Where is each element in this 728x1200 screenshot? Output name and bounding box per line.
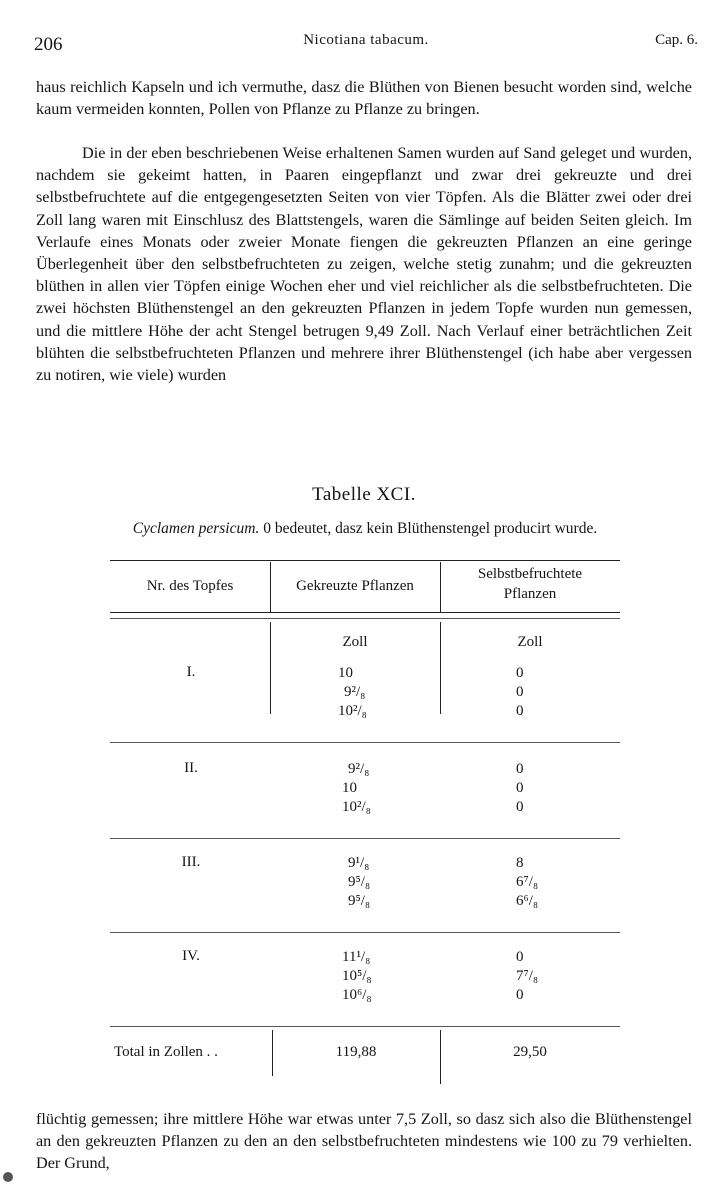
value-cell: 9²/₈ [348,761,370,777]
table-caption [60,520,670,538]
caption-text: 0 bedeutet, dasz kein Blüthenstengel producirt wurde. [259,520,598,537]
running-title: Nicotiana tabacum. [303,32,429,48]
value-cell: 0 [516,949,524,965]
group-rule [110,742,620,743]
total-rule [110,1026,620,1027]
value-cell: 11¹/₈ [342,949,371,965]
value-cell: 0 [516,780,524,796]
running-header [34,32,698,56]
table-top-rule [110,560,620,561]
value-cell: 6⁷/₈ [516,874,539,890]
group-rule [110,838,620,839]
value-cell: 7⁷/₈ [516,968,539,984]
value-cell: 0 [516,665,524,681]
total-self: 29,50 [513,1044,547,1060]
self-values [516,854,538,911]
data-table [110,556,620,1086]
value-cell: 9¹/₈ [348,855,370,871]
header-self [440,564,620,604]
value-cell: 9⁵/₈ [348,893,371,909]
pot-label: III. [181,854,201,870]
chapter-label: Cap. 6. [655,32,698,48]
value-cell: 0 [516,761,524,777]
value-cell: 10²/₈ [342,799,371,815]
value-cell: 10⁵/₈ [342,968,372,984]
paragraph-main: Die in der eben beschriebenen Weise erhaltenen Samen wurden auf Sand geleget und wurden, nachdem sie gekeimt hatten, in Paaren eingepflanzt und zwar drei gekreuzte und drei selbstbefruchtete auf die entgegengesetzten Seiten von vier Töpfen. Als die Blätter zwei oder drei Zoll lang waren mit Einschlusz des Blattstengels, waren die Sämlinge auf beiden Seiten gleich. Im Verlaufe eines Monats oder zweier Monate fiengen die gekreuzten Pflanzen an eine geringe Überlegenheit über den selbstbefruchteten zu zeigen, welche stetig zunahm; und die gekreuzten blüthen in allen vier Töpfen einige Wochen eher und viel reichlicher als die selbstbefruchteten. Die zwei höchsten Blüthenstengel an den gekreuzten Pflanzen in jedem Topfe wurden nun gemessen, und die mittlere Höhe der acht Stengel betrugen 9,49 Zoll. Nach Verlauf einer beträchtlichen Zeit blühten die selbstbefruchteten Pflanzen und mehrere ihrer Blüthenstengel (ich habe aber vergessen zu notiren, wie viele) wurden [36,144,692,385]
crossed-values [342,948,372,1005]
self-values [516,760,524,817]
pot-label: II. [184,760,198,776]
total-crossed: 119,88 [335,1044,377,1060]
header-self-line1: Selbstbefruchtete [477,566,583,582]
unit-crossed: Zoll [342,634,368,650]
table-header-rule [110,612,620,613]
pot-label: I. [186,664,196,680]
crossed-values [342,760,371,817]
value-cell: 9²/₈ [344,684,366,700]
header-self-line2: Pflanzen [503,586,557,602]
self-values [516,664,524,721]
self-values [516,948,538,1005]
value-cell: 0 [516,987,524,1003]
caption-species: Cyclamen persicum. [132,520,260,537]
value-cell: 0 [516,799,524,815]
value-cell: 9⁵/₈ [348,874,371,890]
pot-label: IV. [182,948,200,964]
total-label: Total in Zollen . . [114,1044,218,1060]
crossed-values [338,664,367,721]
value-cell: 0 [516,684,524,700]
value-cell: 6⁶/₈ [516,893,539,909]
crossed-values [348,854,370,911]
group-rule [110,932,620,933]
value-cell: 8 [516,855,524,871]
paragraph-after-table: flüchtig gemessen; ihre mittlere Höhe war etwas unter 7,5 Zoll, so dasz sich also die Blüthenstengel an den gekreuzten Pflanzen zu den an den selbstbefruchteten mindestens wie 100 zu 79 verhielten. Der Grund, [36,1110,692,1173]
value-cell: 0 [516,703,524,719]
table-header-rule-second [110,618,620,619]
table-title: Tabelle XCI. [312,484,416,505]
value-cell: 10 [338,665,353,681]
header-crossed: Gekreuzte Pflanzen [296,578,414,594]
unit-self: Zoll [517,634,543,650]
header-pot: Nr. des Topfes [146,578,234,594]
value-cell: 10²/₈ [338,703,367,719]
paragraph-continuation: haus reichlich Kapseln und ich vermuthe, dasz die Blüthen von Bienen besucht worden sind, welche kaum vermeiden konnten, Pollen von Pflanze zu Pflanze zu bringen. [36,78,692,119]
page-mark [3,1172,13,1182]
value-cell: 10⁶/₈ [342,987,372,1003]
page-number: 206 [34,34,63,55]
value-cell: 10 [342,780,357,796]
